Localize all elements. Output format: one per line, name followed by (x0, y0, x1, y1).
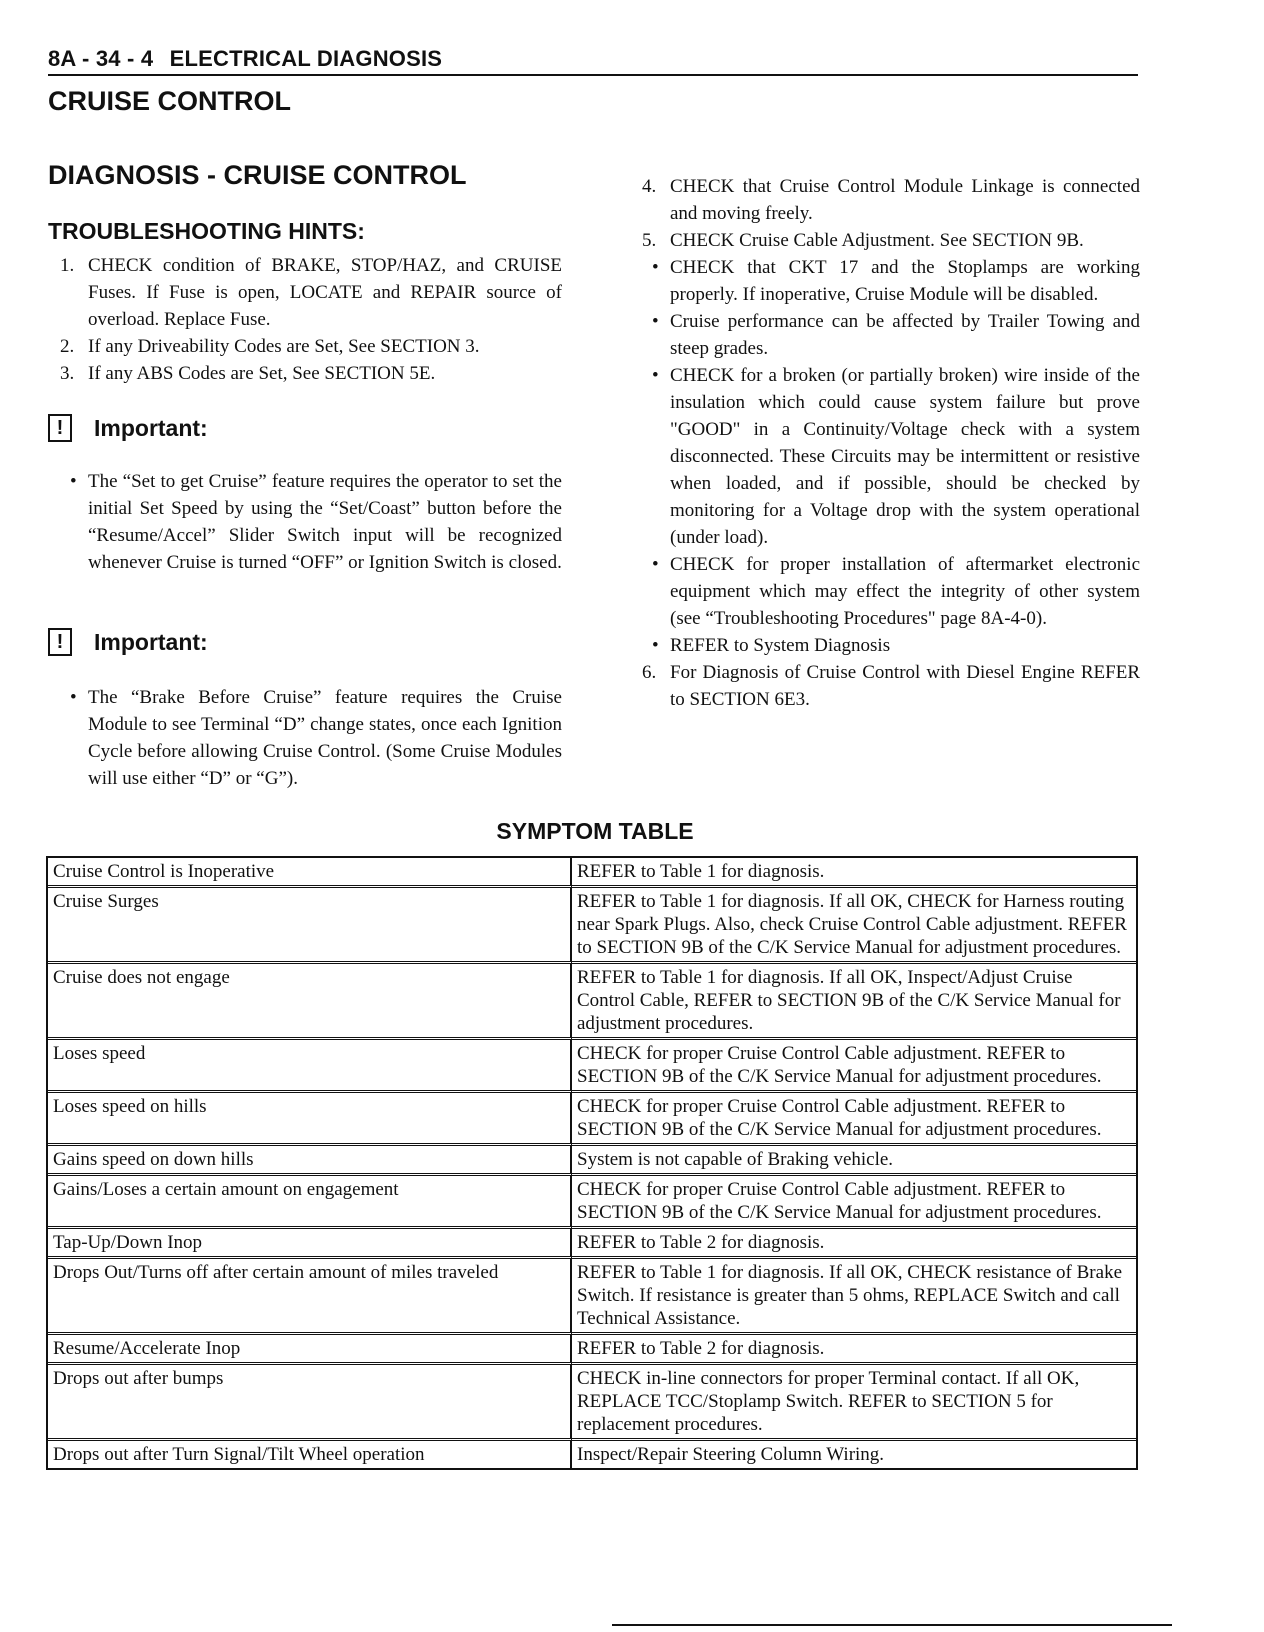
symptom-cell: Loses speed on hills (48, 1093, 572, 1146)
action-cell: REFER to Table 1 for diagnosis. If all OK, Inspect/Adjust Cruise Control Cable, REFER to SECTION 9B of the C/K Service Manual for adjustment procedures. (572, 964, 1136, 1040)
important-bullet: • The “Set to get Cruise” feature requires the operator to set the initial Set Speed by using the “Set/Coast” button before the “Resume/Accel” Slider Switch input will be recognized whenever Cruise is turned “OFF” or Ignition Switch is closed. (60, 468, 562, 576)
symptom-cell: Cruise does not engage (48, 964, 572, 1040)
table-row (48, 858, 1136, 888)
right-column-list (642, 173, 1140, 713)
important-icon: ! (48, 414, 72, 442)
header-title: ELECTRICAL DIAGNOSIS (169, 46, 443, 71)
symptom-cell: Cruise Control is Inoperative (48, 858, 572, 888)
symptom-table-title: SYMPTOM TABLE (496, 818, 694, 844)
symptom-cell: Loses speed (48, 1040, 572, 1093)
diagnosis-title: DIAGNOSIS - CRUISE CONTROL (48, 160, 467, 190)
important-label: Important: (94, 414, 208, 441)
action-cell: CHECK for proper Cruise Control Cable adjustment. REFER to SECTION 9B of the C/K Service Manual for adjustment procedures. (572, 1176, 1136, 1229)
table-row (48, 1441, 1136, 1468)
symptom-table (46, 856, 1138, 1470)
action-cell: REFER to Table 1 for diagnosis. If all OK, CHECK for Harness routing near Spark Plugs. Also, check Cruise Control Cable adjustment. REFER to SECTION 9B of the C/K Service Manual for adjustment procedures. (572, 888, 1136, 964)
important-bullet: • The “Brake Before Cruise” feature requires the Cruise Module to see Terminal “D” change states, once each Ignition Cycle before allowing Cruise Control. (Some Cruise Modules will use either “D” or “G”). (60, 684, 562, 792)
check-bullet: • Cruise performance can be affected by Trailer Towing and steep grades. (642, 308, 1140, 362)
footer-rule (612, 1624, 1172, 1626)
symptom-cell: Cruise Surges (48, 888, 572, 964)
important-label: Important: (94, 628, 208, 655)
symptom-cell: Gains speed on down hills (48, 1146, 572, 1176)
table-row (48, 1259, 1136, 1335)
symptom-cell: Tap-Up/Down Inop (48, 1229, 572, 1259)
table-row (48, 1229, 1136, 1259)
check-item: 4. CHECK that Cruise Control Module Linkage is connected and moving freely. (642, 176, 1140, 224)
symptom-cell: Drops out after Turn Signal/Tilt Wheel operation (48, 1441, 572, 1468)
section-code: 8A - 34 - 4 (48, 46, 154, 71)
action-cell: CHECK in-line connectors for proper Terminal contact. If all OK, REPLACE TCC/Stoplamp Switch. REFER to SECTION 5 for replacement procedures. (572, 1365, 1136, 1441)
check-bullet: • CHECK for proper installation of aftermarket electronic equipment which may effect the integrity of other system (see “Troubleshooting Procedures" page 8A-4-0). (642, 551, 1140, 632)
page-header (48, 46, 1138, 76)
table-row (48, 1176, 1136, 1229)
check-bullet: • CHECK for a broken (or partially broken) wire inside of the insulation which could cause system failure but prove "GOOD" in a Continuity/Voltage check with a system disconnected. These Circuits may be intermittent or resistive when loaded, and if possible, should be checked by monitoring for a Voltage drop with the system operational (under load). (642, 362, 1140, 551)
important-icon: ! (48, 628, 72, 656)
action-cell: CHECK for proper Cruise Control Cable adjustment. REFER to SECTION 9B of the C/K Service Manual for adjustment procedures. (572, 1093, 1136, 1146)
action-cell: REFER to Table 1 for diagnosis. If all OK, CHECK resistance of Brake Switch. If resistance is greater than 5 ohms, REPLACE Switch and call Technical Assistance. (572, 1259, 1136, 1335)
check-item: 6. For Diagnosis of Cruise Control with Diesel Engine REFER to SECTION 6E3. (642, 662, 1140, 710)
hint-item: 3. If any ABS Codes are Set, See SECTION 5E. (60, 363, 436, 384)
symptom-cell: Drops Out/Turns off after certain amount of miles traveled (48, 1259, 572, 1335)
action-cell: REFER to Table 2 for diagnosis. (572, 1229, 1136, 1259)
table-row (48, 1146, 1136, 1176)
action-cell: Inspect/Repair Steering Column Wiring. (577, 1444, 885, 1465)
table-row (48, 1365, 1136, 1441)
table-row (48, 888, 1136, 964)
section-title: CRUISE CONTROL (48, 86, 291, 116)
symptom-cell: Gains/Loses a certain amount on engagement (48, 1176, 572, 1229)
important-1-bullets (60, 468, 562, 576)
check-bullet: • REFER to System Diagnosis (642, 632, 1140, 659)
table-row (48, 964, 1136, 1040)
important-2-bullets (60, 684, 562, 792)
table-row (48, 1335, 1136, 1365)
action-cell: REFER to Table 2 for diagnosis. (572, 1335, 1136, 1365)
symptom-cell: Resume/Accelerate Inop (48, 1335, 572, 1365)
symptom-cell: Drops out after bumps (48, 1365, 572, 1441)
check-item: 5. CHECK Cruise Cable Adjustment. See SECTION 9B. (642, 230, 1084, 251)
hint-item: 2. If any Driveability Codes are Set, See SECTION 3. (60, 336, 480, 357)
action-cell: CHECK for proper Cruise Control Cable adjustment. REFER to SECTION 9B of the C/K Service Manual for adjustment procedures. (572, 1040, 1136, 1093)
table-row (48, 1093, 1136, 1146)
troubleshooting-hints-title: TROUBLESHOOTING HINTS: (48, 218, 365, 244)
important-callout-2 (48, 626, 208, 658)
hint-item: 1. CHECK condition of BRAKE, STOP/HAZ, and CRUISE Fuses. If Fuse is open, LOCATE and REPAIR source of overload. Replace Fuse. (60, 255, 562, 330)
check-bullet: • CHECK that CKT 17 and the Stoplamps are working properly. If inoperative, Cruise Module will be disabled. (642, 254, 1140, 308)
table-row (48, 1040, 1136, 1093)
action-cell: System is not capable of Braking vehicle. (572, 1146, 1136, 1176)
important-callout-1 (48, 412, 208, 444)
action-cell: REFER to Table 1 for diagnosis. (572, 858, 1136, 888)
hints-list (60, 252, 562, 387)
